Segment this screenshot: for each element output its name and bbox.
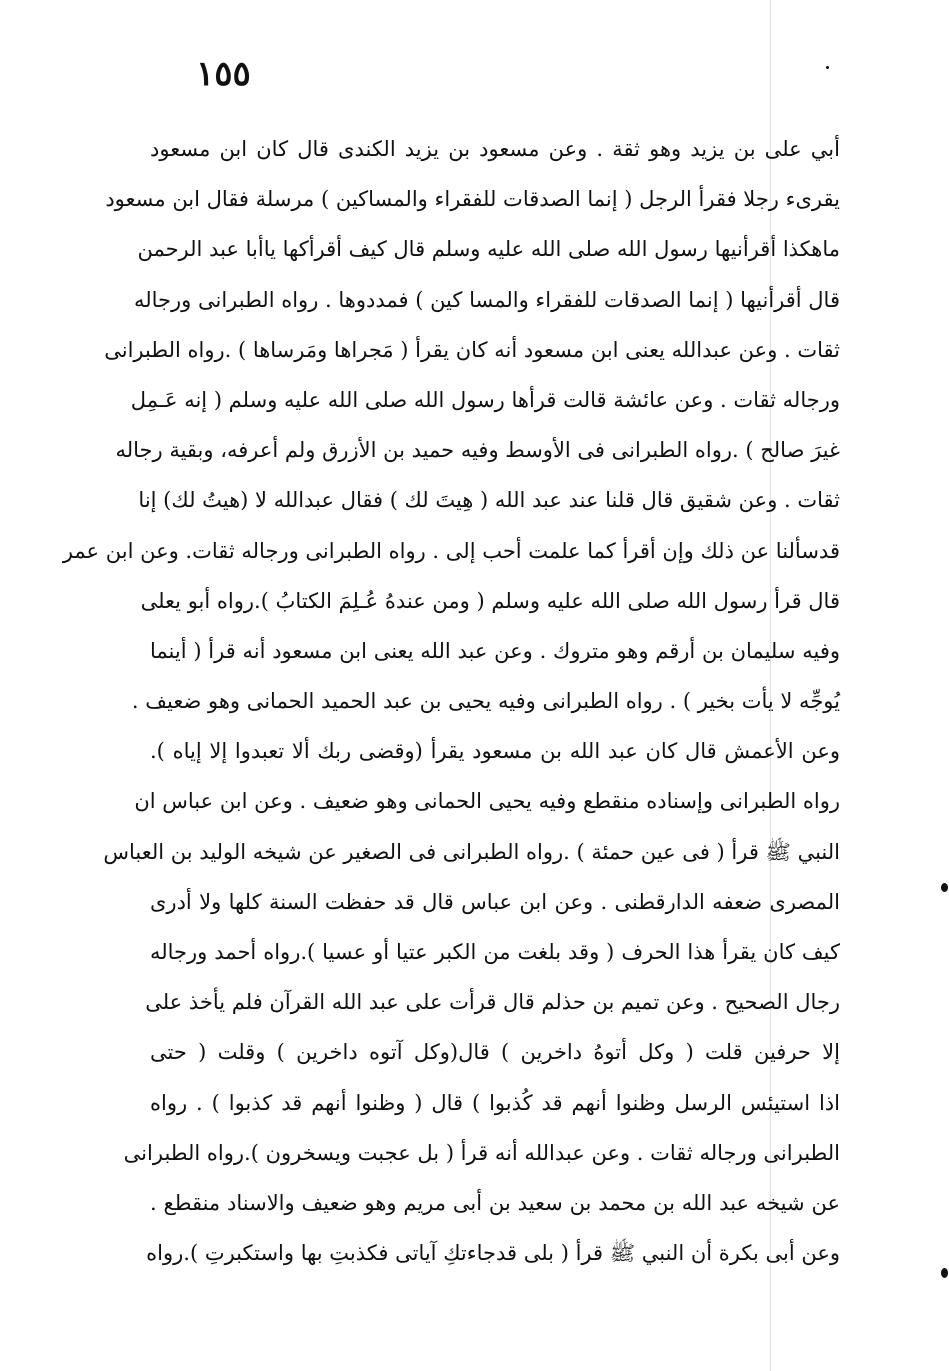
text-line: وعن الأعمش قال كان عبد الله بن مسعود يقرأ (وقضى ربك ألا تعبدوا إلا إياه ). xyxy=(150,739,840,764)
text-line: قال أقرأنيها ( إنما الصدقات للفقراء والمسا كين ) فمددوها . رواه الطبرانى ورجاله xyxy=(133,287,840,312)
text-line: الطبرانى ورجاله ثقات . وعن عبدالله أنه قرأ ( بل عجبت ويسخرون ).رواه الطبرانى xyxy=(123,1140,840,1165)
text-line: عن شيخه عبد الله بن محمد بن سعيد بن أبى مريم وهو ضعيف والاسناد منقطع . xyxy=(150,1190,840,1215)
text-line: وعن أبى بكرة أن النبي ﷺ قرأ ( بلى قدجاءتكِ آياتى فكذبتِ بها واستكبرتِ ).رواه xyxy=(146,1241,840,1266)
text-line: وفيه سليمان بن أرقم وهو متروك . وعن عبد الله يعنى ابن مسعود أنه قرأ ( أينما xyxy=(150,638,840,663)
text-line: قال قرأ رسول الله صلى الله عليه وسلم ( ومن عندهُ عُـلِمَ الكتابُ ).رواه أبو يعلى xyxy=(140,588,840,613)
binding-hole-mark xyxy=(941,1268,948,1278)
text-line: كيف كان يقرأ هذا الحرف ( وقد بلغت من الكبر عتيا أو عسيا ).رواه أحمد ورجاله xyxy=(150,940,840,964)
ink-speck xyxy=(826,66,829,69)
text-line: النبي ﷺ قرأ ( فى عين حمئة ) .رواه الطبرانى فى الصغير عن شيخه الوليد بن العباس xyxy=(103,839,840,864)
text-line: إلا حرفين قلت ( وكل أتوهُ داخرين ) قال(وكل آتوه داخرين ) وقلت ( حتى xyxy=(150,1040,840,1065)
text-line: ورجاله ثقات . وعن عائشة قالت قرأها رسول الله صلى الله عليه وسلم ( إنه عَـمِل xyxy=(130,387,840,412)
text-line: يُوجِّه لا يأت بخير ) . رواه الطبرانى وفيه يحيى بن عبد الحميد الحمانى وهو ضعيف . xyxy=(131,689,840,714)
text-line: ثقات . وعن شقيق قال قلنا عند عبد الله ( هِيتَ لك ) فقال عبدالله لا (هيتُ لك) إنا xyxy=(138,488,840,513)
text-line: قدسألنا عن ذلك وإن أقرأ كما علمت أحب إلى . رواه الطبرانى ورجاله ثقات. وعن ابن عمر xyxy=(62,538,840,563)
text-line: يقرىء رجلا فقرأ الرجل ( إنما الصدقات للفقراء والمساكين ) مرسلة فقال ابن مسعود xyxy=(105,187,840,212)
text-line: اذا استيئس الرسل وظنوا أنهم قد كُذبوا ) قال ( وظنوا أنهم قد كذبوا ) . رواه xyxy=(150,1090,840,1115)
page-body-text xyxy=(62,124,840,1278)
text-line: ماهكذا أقرأنيها رسول الله صلى الله عليه وسلم قال كيف أقرأكها ياأبا عبد الرحمن xyxy=(137,237,840,262)
text-line: أبي على بن يزيد وهو ثقة . وعن مسعود بن يزيد الكندى قال كان ابن مسعود xyxy=(150,137,840,161)
text-line: غيرَ صالح ) .رواه الطبرانى فى الأوسط وفيه حميد بن الأزرق ولم أعرفه، وبقية رجاله xyxy=(115,438,840,463)
text-line: ثقات . وعن عبدالله يعنى ابن مسعود أنه كان يقرأ ( مَجراها ومَرساها ) .رواه الطبرانى xyxy=(104,337,840,362)
text-line: المصرى ضعفه الدارقطنى . وعن ابن عباس قال قد حفظت السنة كلها ولا أدرى xyxy=(150,889,840,914)
text-line: رواه الطبرانى وإسناده منقطع وفيه يحيى الحمانى وهو ضعيف . وعن ابن عباس ان xyxy=(134,789,840,814)
binding-hole-mark xyxy=(941,883,948,892)
text-line: رجال الصحيح . وعن تميم بن حذلم قال قرأت على عبد الله القرآن فلم يأخذ على xyxy=(145,990,840,1015)
page-number: ١٥٥ xyxy=(196,54,251,94)
